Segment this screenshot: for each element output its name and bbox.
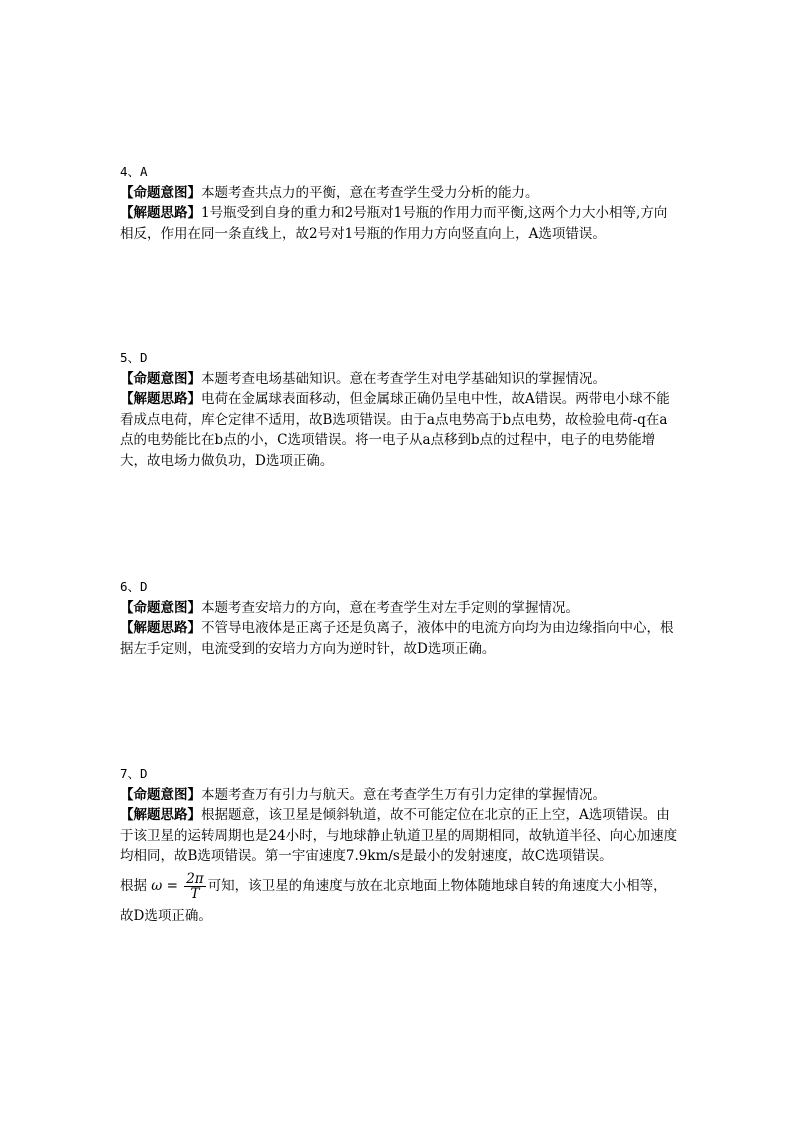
answer-block-4 bbox=[120, 162, 680, 244]
answer-number: 4、A bbox=[120, 164, 148, 179]
intent-text: 本题考查共点力的平衡，意在考查学生受力分析的能力。 bbox=[201, 184, 539, 201]
intent-line bbox=[120, 785, 680, 806]
solution-line bbox=[120, 805, 680, 867]
solution-line bbox=[120, 618, 680, 659]
formula-prefix: 根据 bbox=[120, 877, 147, 894]
intent-tag: 【命题意图】 bbox=[120, 786, 201, 803]
answer-block-6 bbox=[120, 577, 680, 659]
solution-text: 电荷在金属球表面移动，但金属球正确仍呈电中性，故A错误。两带电小球不能看成点电荷，库仑定律不适用，故B选项错误。由于a点电势高于b点电势，故检验电荷-q在a点的电势能比在b点的小，C选项错误。将一电子从a点移到b点的过程中，电子的电势能增大，故电场力做负功，D选项正确。 bbox=[120, 391, 670, 469]
intent-line bbox=[120, 369, 680, 390]
intent-tag: 【命题意图】 bbox=[120, 599, 201, 616]
solution-tag: 【解题思路】 bbox=[120, 620, 201, 636]
intent-text: 本题考查万有引力与航天。意在考查学生万有引力定律的掌握情况。 bbox=[201, 786, 606, 803]
answer-block-5 bbox=[120, 348, 680, 471]
fraction-denominator: T bbox=[190, 885, 200, 902]
solution-text: 1号瓶受到自身的重力和2号瓶对1号瓶的作用力而平衡,这两个力大小相等,方向相反，作用在同一条直线上，故2号对1号瓶的作用力方向竖直向上，A选项错误。 bbox=[120, 205, 668, 242]
formula-fraction bbox=[184, 872, 205, 901]
intent-line bbox=[120, 598, 680, 619]
formula-lhs: ω = bbox=[151, 877, 178, 894]
formula-line bbox=[120, 871, 680, 931]
intent-tag: 【命题意图】 bbox=[120, 370, 201, 387]
answer-number: 6、D bbox=[120, 579, 148, 594]
fraction-numerator: 2π bbox=[186, 870, 204, 887]
solution-tag: 【解题思路】 bbox=[120, 391, 201, 407]
solution-line bbox=[120, 389, 680, 471]
answer-block-7 bbox=[120, 764, 680, 931]
formula-suffix: 可知，该卫星的角速度与放在北京地面上物体随地球自转的角速度大小相等，故D选项正确。 bbox=[120, 877, 667, 924]
intent-line bbox=[120, 183, 680, 204]
solution-text: 根据题意，该卫星是倾斜轨道，故不可能定位在北京的正上空，A选项错误。由于该卫星的运转周期也是24小时，与地球静止轨道卫星的周期相同，故轨道半径、向心加速度均相同，故B选项错误。第一宇宙速度7.9km/s是最小的发射速度，故C选项错误。 bbox=[120, 807, 678, 864]
solution-tag: 【解题思路】 bbox=[120, 205, 201, 221]
solution-tag: 【解题思路】 bbox=[120, 807, 201, 823]
answer-number: 7、D bbox=[120, 766, 148, 781]
answer-number: 5、D bbox=[120, 350, 148, 365]
solution-text: 不管导电液体是正离子还是负离子，液体中的电流方向均为由边缘指向中心，根据左手定则，电流受到的安培力方向为逆时针，故D选项正确。 bbox=[120, 620, 674, 657]
intent-tag: 【命题意图】 bbox=[120, 184, 201, 201]
intent-text: 本题考查电场基础知识。意在考查学生对电学基础知识的掌握情况。 bbox=[201, 370, 606, 387]
solution-line bbox=[120, 203, 680, 244]
intent-text: 本题考查安培力的方向，意在考查学生对左手定则的掌握情况。 bbox=[201, 599, 579, 616]
